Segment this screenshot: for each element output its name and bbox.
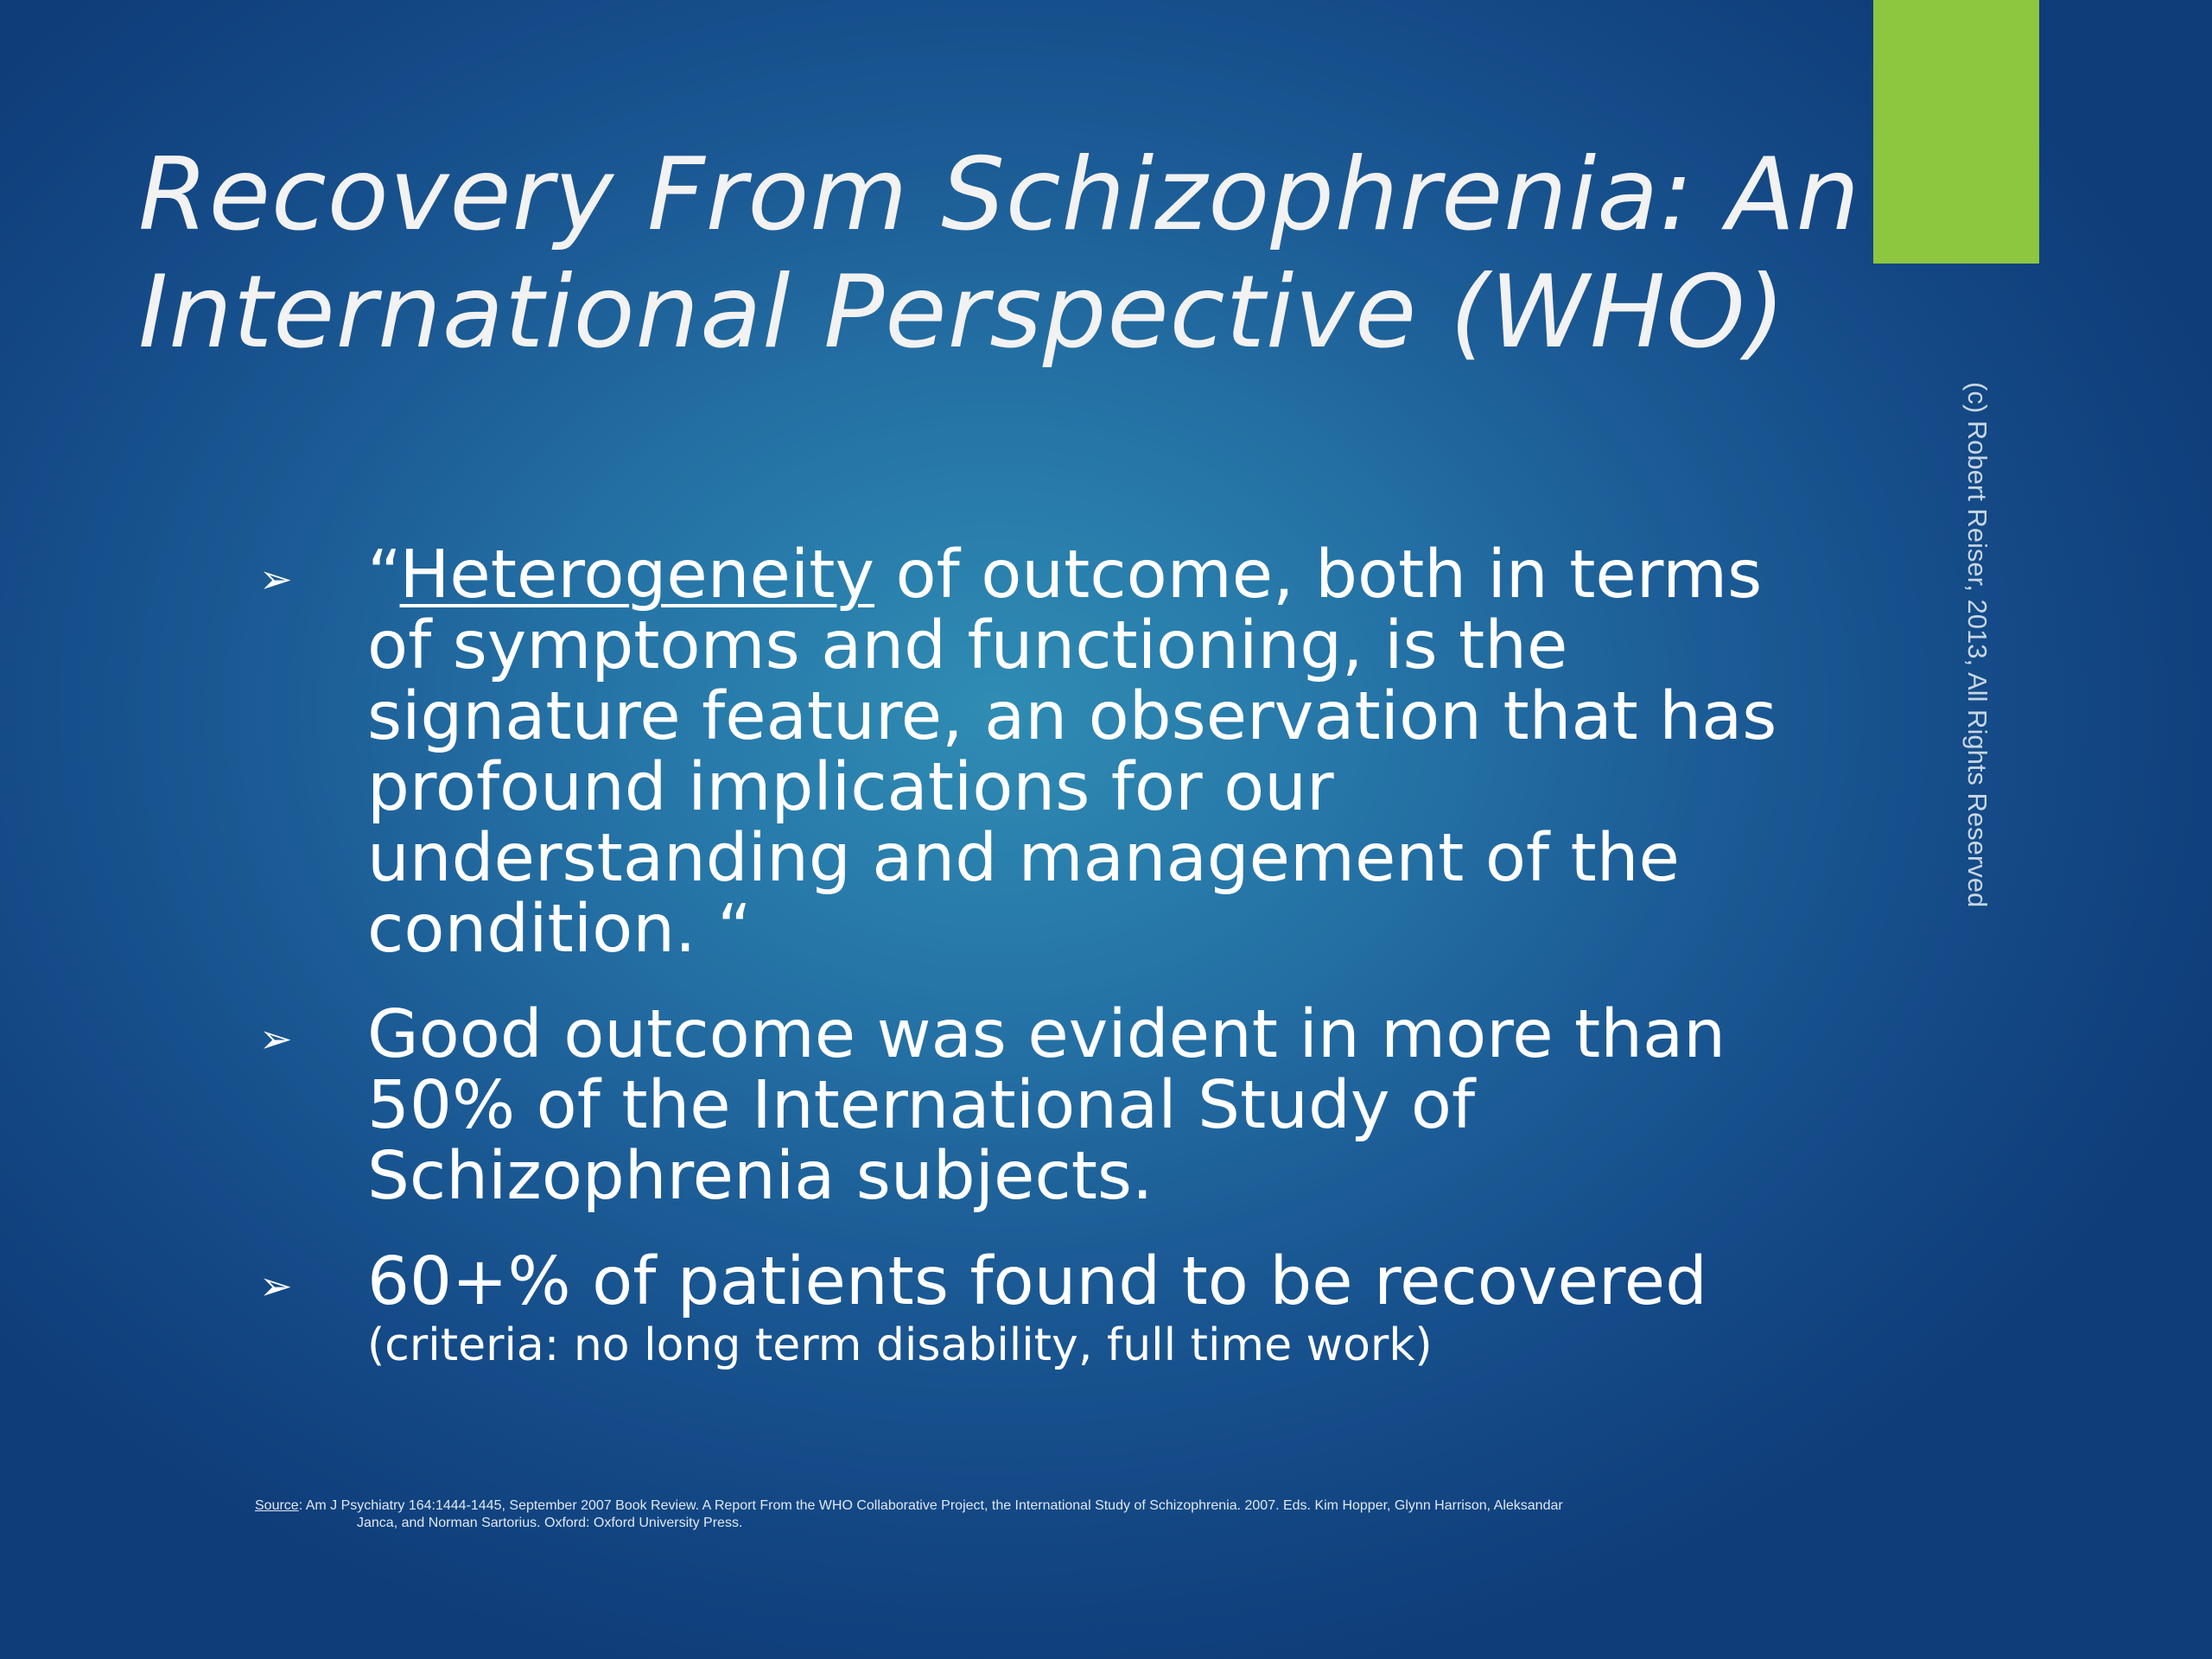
source-label: Source — [255, 1498, 299, 1513]
source-line-1: : Am J Psychiatry 164:1444-1445, September 2007 Book Review. A Report From the WHO Collaborative Project, the International Study of Schizophrenia. 2007. Eds. Kim Hopper, Glynn Harrison, Aleksandar — [298, 1498, 1563, 1513]
bullet-text: Good outcome was evident in more than 50% of the International Study of Schizophrenia subjects. — [367, 996, 1726, 1215]
open-quote: “ — [367, 537, 400, 613]
bullet-recovered-patients — [259, 1243, 1815, 1371]
arrowhead-bullet-icon: ➢ — [259, 1262, 293, 1309]
arrowhead-bullet-icon: ➢ — [259, 1015, 293, 1062]
bullet-criteria: (criteria: no long term disability, full time work) — [367, 1319, 1433, 1371]
underlined-word: Heterogeneity — [399, 537, 875, 613]
bullet-good-outcome — [259, 996, 1815, 1215]
copyright-notice: (c) Robert Reiser, 2013, All Rights Reserved — [1962, 382, 1993, 908]
source-citation — [255, 1497, 1810, 1532]
slide-title: Recovery From Schizophrenia: An International Perspective (WHO) — [138, 137, 1861, 371]
arrowhead-bullet-icon: ➢ — [259, 556, 293, 602]
bullet-list — [259, 537, 1815, 1371]
source-line-2: Janca, and Norman Sartorius. Oxford: Oxford University Press. — [357, 1516, 743, 1530]
bullet-text: of outcome, both in terms of symptoms and functioning, is the signature feature, an observation that has profound implications for our understanding and management of the condition. “ — [367, 537, 1777, 968]
bullet-text: 60+% of patients found to be recovered — [367, 1243, 1708, 1320]
bullet-heterogeneity-quote — [259, 537, 1815, 968]
